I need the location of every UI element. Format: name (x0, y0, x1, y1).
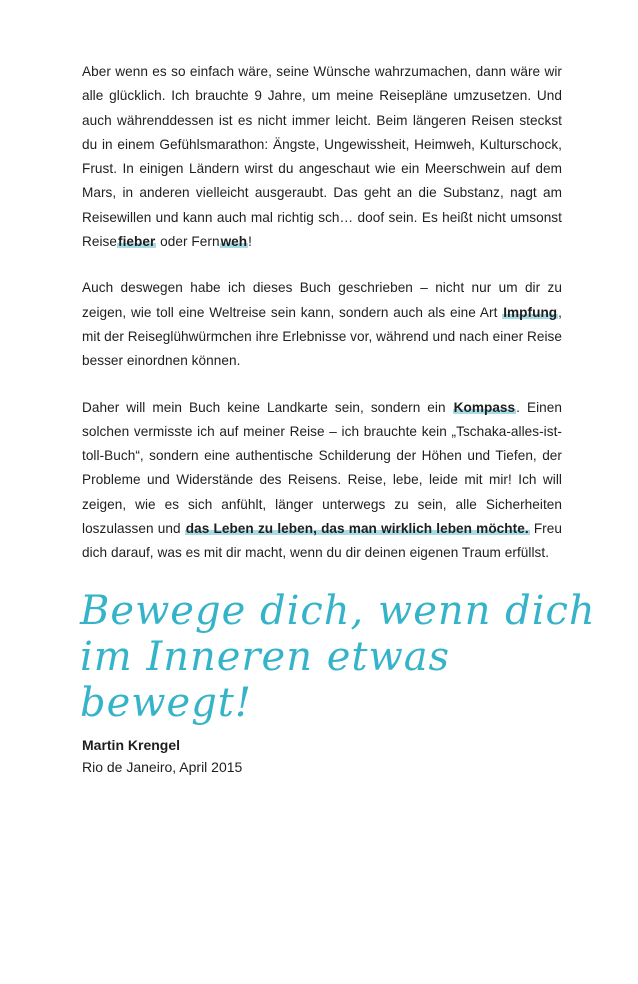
highlight-fieber: fieber (118, 234, 156, 250)
body-text (82, 60, 562, 588)
paragraph-text: Freu dich darauf, was es mit dir macht, wenn du dir deinen eigenen Traum erfüllst. (82, 521, 562, 561)
highlight-impfung: Impfung (503, 304, 558, 320)
quote-line-2: im Inneren etwas bewegt! (80, 634, 451, 726)
paragraph-3 (82, 396, 562, 566)
highlight-leben: das Leben zu leben, das man wirklich leben möchte. (185, 521, 529, 537)
highlight-kompass: Kompass (453, 399, 516, 415)
paragraph-text: ! (248, 234, 252, 250)
paragraph-text: Daher will mein Buch keine Landkarte sein, sondern ein (82, 399, 453, 415)
author-name: Martin Krengel (82, 737, 181, 753)
paragraph-text: Aber wenn es so einfach wäre, seine Wünsche wahrzumachen, dann wäre wir alle glücklich. Ich brauchte 9 Jahre, um meine Reisepläne umzusetzen. Und auch währenddessen ist es nicht immer leicht. Beim längeren Reisen steckst du in einem Gefühlsmarathon: Ängste, Ungewissheit, Heimweh, Kulturschock, Frust. In einigen Ländern wirst du angeschaut wie ein Meerschwein auf dem Mars, in anderen vielleicht ausgeraubt. Das geht an die Substanz, nagt am Reisewillen und kann auch mal richtig sch… doof sein. Es heißt nicht umsonst Reise (82, 64, 562, 250)
pull-quote (80, 588, 600, 726)
paragraph-2 (82, 276, 562, 373)
signature (82, 734, 242, 778)
highlight-weh: weh (220, 234, 248, 250)
paragraph-text: Auch deswegen habe ich dieses Buch geschrieben – nicht nur um dir zu zeigen, wie toll eine Weltreise sein kann, sondern auch als eine Art (82, 280, 562, 320)
quote-line-1: Bewege dich, wenn dich (80, 588, 596, 634)
paragraph-text: . Einen solchen vermisste ich auf meiner Reise – ich brauchte kein „Tschaka-alles-ist-toll-Buch“, sondern eine authentische Schilderung der Höhen und Tiefen, der Probleme und Widerstände des Reisens. Reise, lebe, leide mit mir! Ich will zeigen, wie es sich anfühlt, länger unterwegs zu sein, alle Sicherheiten loszulassen und (82, 399, 563, 537)
paragraph-1 (82, 60, 562, 254)
paragraph-text: , mit der Reiseglühwürmchen ihre Erlebnisse vor, während und nach einer Reise besser einordnen können. (82, 304, 562, 369)
place-date: Rio de Janeiro, April 2015 (82, 759, 243, 775)
paragraph-text: oder Fern (156, 234, 220, 250)
